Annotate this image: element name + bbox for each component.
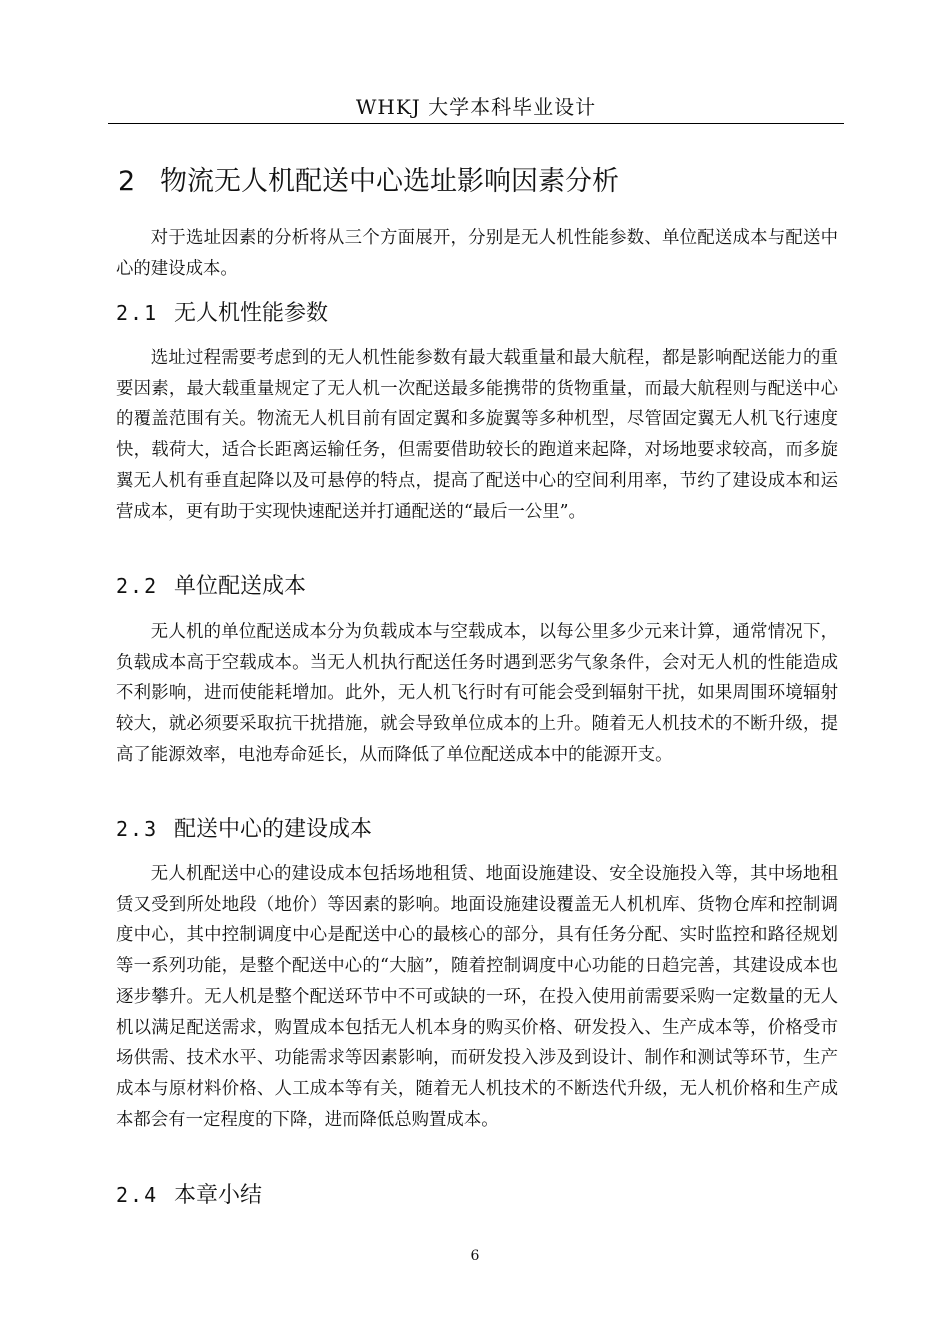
section-heading-2-1 — [116, 297, 836, 330]
section-title-text: 本章小结 — [174, 1183, 263, 1208]
section-heading-2-3 — [116, 813, 836, 846]
section-title-text: 配送中心的建设成本 — [174, 817, 373, 842]
section-heading-2-2 — [116, 570, 836, 603]
page-number: 6 — [470, 1248, 480, 1264]
chapter-number: 2 — [118, 166, 136, 197]
section-number: 2.3 — [116, 817, 159, 841]
section-title-text: 无人机性能参数 — [174, 301, 329, 326]
section-paragraph-2-1: 选址过程需要考虑到的无人机性能参数有最大载重量和最大航程，都是影响配送能力的重要因素，最大载重量规定了无人机一次配送最多能携带的货物重量，而最大航程则与配送中心的覆盖范围有关。物流无人机目前有固定翼和多旋翼等多种机型，尽管固定翼无人机飞行速度快，载荷大，适合长距离运输任务，但需要借助较长的跑道来起降，对场地要求较高，而多旋翼无人机有垂直起降以及可悬停的特点，提高了配送中心的空间利用率，节约了建设成本和运营成本，更有助于实现快速配送并打通配送的“最后一公里”。 — [116, 348, 838, 522]
section-paragraph-2-2: 无人机的单位配送成本分为负载成本与空载成本，以每公里多少元来计算，通常情况下，负载成本高于空载成本。当无人机执行配送任务时遇到恶劣气象条件，会对无人机的性能造成不利影响，进而使能耗增加。此外，无人机飞行时有可能会受到辐射干扰，如果周围环境辐射较大，就必须要采取抗干扰措施，就会导致单位成本的上升。随着无人机技术的不断升级，提高了能源效率，电池寿命延长，从而降低了单位配送成本中的能源开支。 — [116, 622, 838, 765]
header-rule — [108, 123, 844, 124]
running-header: WHKJ 大学本科毕业设计 — [355, 95, 597, 119]
chapter-title-text: 物流无人机配送中心选址影响因素分析 — [160, 166, 619, 197]
intro-paragraph: 对于选址因素的分析将从三个方面展开，分别是无人机性能参数、单位配送成本与配送中心的建设成本。 — [116, 228, 838, 279]
section-number: 2.4 — [116, 1183, 159, 1207]
section-heading-2-4 — [116, 1179, 836, 1212]
section-number: 2.1 — [116, 301, 159, 325]
section-paragraph-2-3: 无人机配送中心的建设成本包括场地租赁、地面设施建设、安全设施投入等，其中场地租赁又受到所处地段（地价）等因素的影响。地面设施建设覆盖无人机机库、货物仓库和控制调度中心，其中控制调度中心是配送中心的最核心的部分，具有任务分配、实时监控和路径规划等一系列功能，是整个配送中心的“大脑”，随着控制调度中心功能的日趋完善，其建设成本也逐步攀升。无人机是整个配送环节中不可或缺的一环，在投入使用前需要采购一定数量的无人机以满足配送需求，购置成本包括无人机本身的购买价格、研发投入、生产成本等，价格受市场供需、技术水平、功能需求等因素影响，而研发投入涉及到设计、制作和测试等环节，生产成本与原材料价格、人工成本等有关，随着无人机技术的不断迭代升级，无人机价格和生产成本都会有一定程度的下降，进而降低总购置成本。 — [116, 864, 838, 1130]
section-number: 2.2 — [116, 574, 159, 598]
chapter-title — [118, 162, 838, 202]
section-title-text: 单位配送成本 — [174, 574, 307, 599]
